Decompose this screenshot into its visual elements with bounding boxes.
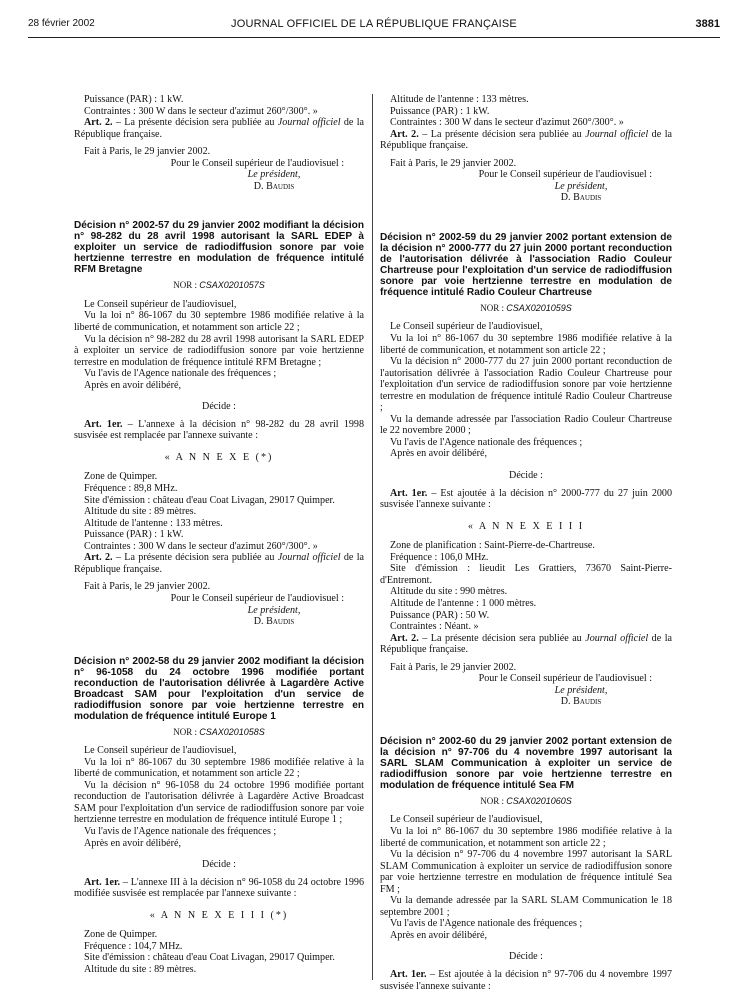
left-column xyxy=(74,94,364,975)
annexe-line: Contraintes : Néant. » xyxy=(390,621,479,633)
paragraph: Le Conseil supérieur de l'audiovisuel, xyxy=(84,298,237,310)
nor-label: NOR : xyxy=(173,726,200,737)
annexe-line: Altitude de l'antenne : 133 mètres. xyxy=(84,517,223,529)
signature-intro: Pour le Conseil supérieur de l'audiovisuel : xyxy=(478,169,652,181)
decision-title: Décision n° 2002-57 du 29 janvier 2002 modifiant la décision n° 98-282 du 28 avril 1998 autorisant la SARL EDEP à exploiter un service de radiodiffusion sonore par voie hertzienne terrestre en modulation de fréquence intitulé RFM Bretagne xyxy=(74,220,364,276)
article-label: Art. 1er. xyxy=(390,968,427,980)
signature-role: Le président, xyxy=(554,180,608,192)
signature-name: D. Baudis xyxy=(253,616,295,628)
annexe-line: Fréquence : 89,8 MHz. xyxy=(84,483,178,495)
header-date: 28 février 2002 xyxy=(28,18,95,29)
journal-officiel-ref: Journal officiel xyxy=(585,128,649,140)
article-label: Art. 2. xyxy=(390,128,419,140)
page-header xyxy=(28,18,720,34)
paragraph: Vu la demande adressée par l'association Radio Couleur Chartreuse le 22 novembre 2000 ; xyxy=(380,413,672,437)
decide-heading: Décide : xyxy=(202,859,236,871)
signature-name: D. Baudis xyxy=(253,180,295,192)
paragraph: Le Conseil supérieur de l'audiovisuel, xyxy=(390,814,543,826)
article-label: Art. 2. xyxy=(84,117,113,129)
signature-intro: Pour le Conseil supérieur de l'audiovisuel : xyxy=(170,592,344,604)
signature-name: D. Baudis xyxy=(560,192,602,204)
header-rule xyxy=(28,37,720,38)
annexe-line: Zone de Quimper. xyxy=(84,471,158,483)
article-label: Art. 2. xyxy=(390,632,419,644)
paragraph: Vu la loi n° 86-1067 du 30 septembre 1986 modifiée relative à la liberté de communication, et notamment son article 22 ; xyxy=(74,756,364,780)
paragraph: Vu la décision n° 96-1058 du 24 octobre 1996 modifiée portant reconduction de l'autorisation délivrée à Lagardère Active Broadcast SAM pour l'exploitation d'un service de radiodiffusion sonore par voie hertzienne terrestre en modulation de fréquence intitulé Europe 1 ; xyxy=(74,779,364,826)
annexe-line: Site d'émission : lieudit Les Grattiers, 73670 Saint-Pierre-d'Entremont. xyxy=(380,563,672,586)
nor-line xyxy=(74,727,364,739)
text-line: Puissance (PAR) : 1 kW. xyxy=(390,105,490,117)
annexe-heading: « A N N E X E (*) xyxy=(164,451,274,463)
signature-role: Le président, xyxy=(554,684,608,696)
text-line: Altitude de l'antenne : 133 mètres. xyxy=(390,94,529,105)
signature-intro: Pour le Conseil supérieur de l'audiovisuel : xyxy=(170,157,344,169)
paragraph: Vu la décision n° 97-706 du 4 novembre 1997 autorisant la SARL SLAM Communication à exploiter un service de radiodiffusion sonore par voie hertzienne terrestre en modulation de fréquence intitulé Sea FM ; xyxy=(380,849,672,895)
journal-officiel-ref: Journal officiel xyxy=(585,632,649,644)
article-1 xyxy=(380,488,672,511)
article-2 xyxy=(74,117,364,140)
text-span: – La présente décision sera publiée au xyxy=(112,552,278,564)
annexe-line: Altitude du site : 89 mètres. xyxy=(84,963,197,975)
header-title: JOURNAL OFFICIEL DE LA RÉPUBLIQUE FRANÇAISE xyxy=(231,18,517,30)
column-divider xyxy=(372,94,373,980)
paragraph: Le Conseil supérieur de l'audiovisuel, xyxy=(390,321,543,333)
article-label: Art. 1er. xyxy=(84,876,121,888)
annexe-line: Contraintes : 300 W dans le secteur d'azimut 260°/300°. » xyxy=(84,540,318,552)
nor-label: NOR : xyxy=(173,280,200,291)
article-label: Art. 2. xyxy=(84,552,113,564)
paragraph: Vu la loi n° 86-1067 du 30 septembre 1986 modifiée relative à la liberté de communication, et notamment son article 22 ; xyxy=(380,825,672,849)
journal-officiel-ref: Journal officiel xyxy=(277,552,341,564)
decide-heading: Décide : xyxy=(202,401,236,413)
paragraph: Vu l'avis de l'Agence nationale des fréquences ; xyxy=(390,918,583,930)
fait-line: Fait à Paris, le 29 janvier 2002. xyxy=(84,581,211,593)
article-2 xyxy=(380,129,672,152)
decision-title: Décision n° 2002-59 du 29 janvier 2002 portant extension de la décision n° 2000-777 du 27 juin 2000 portant reconduction de l'autorisation délivrée à l'association Radio Couleur Chartreuse pour l'exploitation d'un service de radiodiffusion sonore par voie hertzienne terrestre en modulation de fréquence intitulé Radio Couleur Chartreuse xyxy=(380,231,672,298)
annexe-heading: « A N N E X E I I I xyxy=(467,520,585,532)
annexe-line: Puissance (PAR) : 1 kW. xyxy=(84,529,184,541)
decision-title: Décision n° 2002-60 du 29 janvier 2002 portant extension de la décision n° 97-706 du 4 novembre 1997 autorisant la SARL SLAM Communication à exploiter un service de radiodiffusion sonore par voie hertzienne terrestre en modulation de fréquence intitulé Sea FM xyxy=(380,735,672,791)
right-column xyxy=(380,94,672,992)
nor-code: CSAX0201057S xyxy=(199,280,265,291)
text-line: Contraintes : 300 W dans le secteur d'azimut 260°/300°. » xyxy=(390,117,624,129)
paragraph: Vu la loi n° 86-1067 du 30 septembre 1986 modifiée relative à la liberté de communication, et notamment son article 22 ; xyxy=(74,310,364,334)
decide-heading: Décide : xyxy=(509,951,543,963)
nor-code: CSAX0201059S xyxy=(506,302,572,313)
text-span: – Est ajoutée à la décision n° 2000-777 du 27 juin 2000 susvisée l'annexe suivante : xyxy=(380,487,673,511)
annexe-line: Site d'émission : château d'eau Coat Livagan, 29017 Quimper. xyxy=(84,494,335,506)
article-1 xyxy=(380,969,672,992)
fait-line: Fait à Paris, le 29 janvier 2002. xyxy=(390,661,517,673)
paragraph: Vu la décision n° 2000-777 du 27 juin 2000 portant reconduction de l'autorisation délivrée à l'association Radio Couleur Chartreuse pour l'exploitation d'un service de radiodiffusion sonore par voie hertzienne terrestre en modulation de fréquence intitulé Radio Couleur Chartreuse ; xyxy=(380,356,672,414)
annexe-heading: « A N N E X E I I I (*) xyxy=(149,909,289,921)
nor-code: CSAX0201060S xyxy=(506,795,572,806)
annexe-line: Zone de Quimper. xyxy=(84,929,158,941)
paragraph: Après en avoir délibéré, xyxy=(390,929,487,941)
paragraph: Le Conseil supérieur de l'audiovisuel, xyxy=(84,745,237,757)
text-span: – La présente décision sera publiée au xyxy=(418,632,586,644)
signature-intro: Pour le Conseil supérieur de l'audiovisuel : xyxy=(478,673,652,685)
text-span: – L'annexe III à la décision n° 96-1058 du 24 octobre 1996 modifiée susvisée est remplacée par l'annexe suivante : xyxy=(74,876,365,900)
article-1 xyxy=(74,419,364,442)
nor-label: NOR : xyxy=(480,302,507,313)
article-2 xyxy=(74,552,364,575)
paragraph: Vu la décision n° 98-282 du 28 avril 1998 autorisant la SARL EDEP à exploiter un service de radiodiffusion sonore par voie hertzienne terrestre en modulation de fréquence intitulé RFM Bretagne ; xyxy=(74,333,364,368)
text-span: – L'annexe à la décision n° 98-282 du 28 avril 1998 susvisée est remplacée par l'annexe suivante : xyxy=(74,418,365,442)
text-line: Puissance (PAR) : 1 kW. xyxy=(84,94,184,105)
fait-line: Fait à Paris, le 29 janvier 2002. xyxy=(84,146,211,158)
text-span: – Est ajoutée à la décision n° 97-706 du 4 novembre 1997 susvisée l'annexe suivante : xyxy=(380,968,673,992)
nor-line xyxy=(380,303,672,315)
text-span: de la République française. xyxy=(380,128,672,152)
signature-role: Le président, xyxy=(247,604,301,616)
paragraph: Vu l'avis de l'Agence nationale des fréquences ; xyxy=(84,368,277,380)
decide-heading: Décide : xyxy=(509,470,543,482)
paragraph: Vu l'avis de l'Agence nationale des fréquences ; xyxy=(390,436,583,448)
paragraph: Après en avoir délibéré, xyxy=(390,448,487,460)
annexe-line: Site d'émission : château d'eau Coat Livagan, 29017 Quimper. xyxy=(84,952,335,964)
paragraph: Vu la demande adressée par la SARL SLAM Communication le 18 septembre 2001 ; xyxy=(380,895,672,918)
page-number: 3881 xyxy=(695,18,720,30)
journal-officiel-ref: Journal officiel xyxy=(277,117,341,129)
text-span: – La présente décision sera publiée au xyxy=(418,128,586,140)
annexe-line: Altitude du site : 990 mètres. xyxy=(390,586,508,598)
paragraph: Après en avoir délibéré, xyxy=(84,837,181,849)
signature-role: Le président, xyxy=(247,169,301,181)
annexe-line: Puissance (PAR) : 50 W. xyxy=(390,609,490,621)
nor-line xyxy=(380,796,672,808)
article-label: Art. 1er. xyxy=(390,487,428,499)
article-1 xyxy=(74,877,364,900)
text-line: Contraintes : 300 W dans le secteur d'azimut 260°/300°. » xyxy=(84,105,318,117)
annexe-line: Altitude de l'antenne : 1 000 mètres. xyxy=(390,597,537,609)
paragraph: Après en avoir délibéré, xyxy=(84,379,181,391)
text-span: de la République française. xyxy=(380,632,672,656)
annexe-line: Fréquence : 104,7 MHz. xyxy=(84,940,183,952)
article-label: Art. 1er. xyxy=(84,418,123,430)
paragraph: Vu l'avis de l'Agence nationale des fréquences ; xyxy=(84,825,277,837)
signature-name: D. Baudis xyxy=(560,696,602,708)
fait-line: Fait à Paris, le 29 janvier 2002. xyxy=(390,157,517,169)
nor-line xyxy=(74,280,364,292)
article-2 xyxy=(380,633,672,656)
text-span: de la République française. xyxy=(74,552,365,575)
paragraph: Vu la loi n° 86-1067 du 30 septembre 1986 modifiée relative à la liberté de communication, et notamment son article 22 ; xyxy=(380,333,672,356)
text-span: de la République française. xyxy=(74,117,365,140)
text-span: – La présente décision sera publiée au xyxy=(112,117,278,129)
annexe-line: Altitude du site : 89 mètres. xyxy=(84,506,197,518)
nor-label: NOR : xyxy=(480,795,507,806)
nor-code: CSAX0201058S xyxy=(199,726,265,737)
annexe-line: Zone de planification : Saint-Pierre-de-Chartreuse. xyxy=(390,540,595,552)
decision-title: Décision n° 2002-58 du 29 janvier 2002 modifiant la décision n° 96-1058 du 24 octobre 1996 modifiée portant reconduction de l'autorisation délivrée à Lagardère Active Broadcast SAM pour l'exploitation d'un service de radiodiffusion sonore par voie hertzienne terrestre en modulation de fréquence intitulé Europe 1 xyxy=(74,655,364,722)
annexe-line: Fréquence : 106,0 MHz. xyxy=(390,551,489,563)
